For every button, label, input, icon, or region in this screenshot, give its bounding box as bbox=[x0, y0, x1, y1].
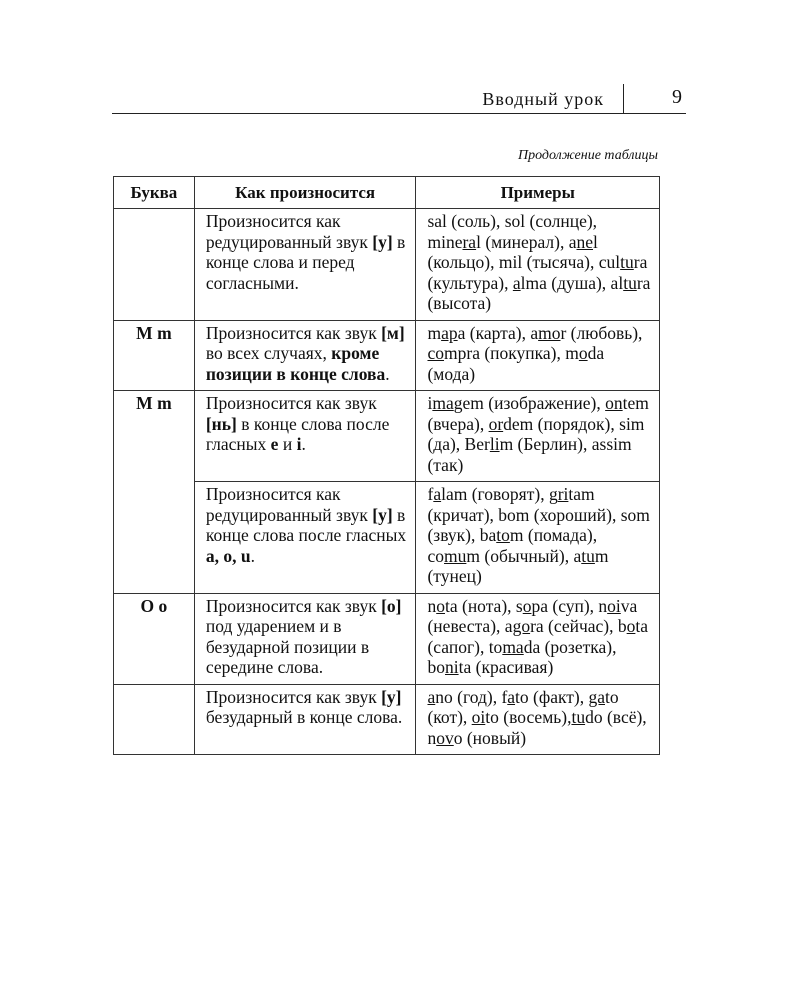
letter-cell: M m bbox=[114, 391, 195, 482]
pronunciation-cell: Произносится как звук [м] во всех случаях, кроме позиции в конце слова. bbox=[194, 320, 416, 391]
table-continuation-note: Продолжение таблицы bbox=[517, 148, 658, 163]
examples-cell: falam (говорят), gritam (кричат), bom (хороший), som (звук), batom (помада), comum (обычный), atum (тунец) bbox=[416, 482, 660, 594]
table-row bbox=[114, 320, 660, 391]
table-row bbox=[114, 593, 660, 684]
pronunciation-table bbox=[113, 176, 660, 755]
pronunciation-cell: Произносится как звук [нь] в конце слова после гласных e и i. bbox=[194, 391, 416, 482]
table-row bbox=[114, 684, 660, 755]
header-separator bbox=[623, 84, 624, 114]
pronunciation-cell: Произносится как редуцированный звук [у] в конце слова после гласных a, o, u. bbox=[194, 482, 416, 594]
page-number: 9 bbox=[672, 86, 682, 108]
chapter-title: Вводный урок bbox=[482, 89, 604, 109]
examples-cell: nota (нота), sopa (суп), noiva (невеста), agora (сейчас), bota (сапог), tomada (розетка), bonita (красивая) bbox=[416, 593, 660, 684]
table-header-row bbox=[114, 177, 660, 209]
letter-cell bbox=[114, 209, 195, 321]
letter-cell bbox=[114, 684, 195, 755]
table-row bbox=[114, 391, 660, 482]
pronunciation-cell: Произносится как звук [о] под ударением и в безударной позиции в середине слова. bbox=[194, 593, 416, 684]
pronunciation-cell: Произносится как редуцированный звук [у] в конце слова и перед согласными. bbox=[194, 209, 416, 321]
examples-cell: imagem (изображение), ontem (вчера), ordem (порядок), sim (да), Berlim (Берлин), assim (так) bbox=[416, 391, 660, 482]
letter-cell: O o bbox=[114, 593, 195, 684]
examples-cell: sal (соль), sol (солнце), mineral (минерал), anel (кольцо), mil (тысяча), cultura (культура), alma (душа), altura (высота) bbox=[416, 209, 660, 321]
letter-cell: M m bbox=[114, 320, 195, 391]
table-row bbox=[114, 482, 660, 594]
column-header-examples: Примеры bbox=[416, 177, 660, 209]
table-row bbox=[114, 209, 660, 321]
examples-cell: mapa (карта), amor (любовь), compra (покупка), moda (мода) bbox=[416, 320, 660, 391]
column-header-letter: Буква bbox=[114, 177, 195, 209]
header-rule bbox=[112, 113, 686, 114]
letter-cell bbox=[114, 482, 195, 594]
column-header-pronunciation: Как произносится bbox=[194, 177, 416, 209]
examples-cell: ano (год), fato (факт), gato (кот), oito (восемь),tudo (всё), novo (новый) bbox=[416, 684, 660, 755]
running-header bbox=[112, 82, 686, 114]
pronunciation-cell: Произносится как звук [у] безударный в конце слова. bbox=[194, 684, 416, 755]
